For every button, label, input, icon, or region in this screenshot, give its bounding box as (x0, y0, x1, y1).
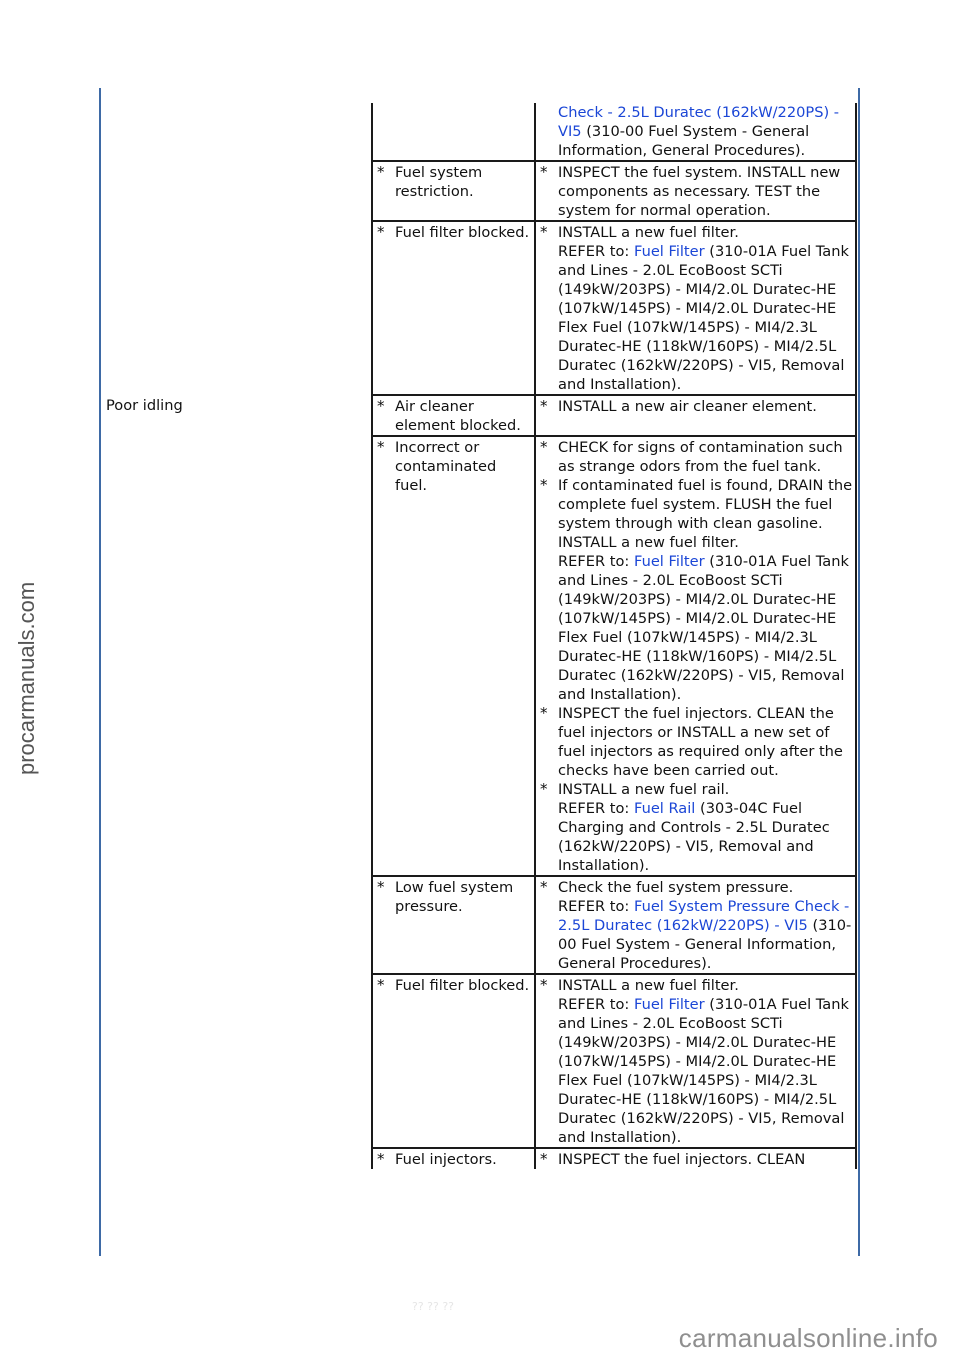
page-frame-left-line (99, 88, 101, 1256)
bullet-star-icon (540, 103, 558, 160)
side-watermark: procarmanuals.com (14, 581, 39, 775)
refer-prefix: REFER to: (558, 553, 630, 570)
symptom-chart-table (104, 103, 857, 1169)
action-text: INSTALL a new fuel filter. (558, 224, 739, 241)
source-cell (372, 876, 535, 974)
action-body (558, 780, 855, 875)
action-line (558, 438, 855, 476)
action-item (540, 1150, 855, 1169)
refer-text: (310-01A Fuel Tank and Lines - 2.0L EcoBoost SCTi (149kW/203PS) - MI4/2.0L Duratec-HE (107kW/145PS) - MI4/2.0L Duratec-HE Flex Fuel (107kW/145PS) - MI4/2.3L Duratec-HE (118kW/160PS) - MI4/2.5L Duratec (162kW/220PS) - VI5, Removal and Installation). (558, 996, 849, 1146)
refer-text: (303-04C Fuel Charging and Controls - 2.5L Duratec (162kW/220PS) - VI5, Removal and Installation). (558, 800, 830, 874)
action-body (558, 976, 855, 1147)
action-cell (535, 103, 856, 161)
source-text: Incorrect or contaminated fuel. (395, 439, 497, 494)
table-row (104, 161, 856, 221)
action-line (558, 103, 855, 160)
refer-line (558, 552, 855, 704)
action-cell (535, 436, 856, 876)
action-body (558, 878, 855, 973)
source-item (377, 163, 530, 201)
refer-line (558, 799, 855, 875)
bullet-star-icon: * (540, 223, 548, 241)
source-cell (372, 395, 535, 436)
source-text: Fuel filter blocked. (395, 977, 530, 994)
bullet-star-icon: * (377, 438, 385, 456)
table-row (104, 974, 856, 1148)
condition-cell (104, 876, 372, 974)
action-text: If contaminated fuel is found, DRAIN the complete fuel system. FLUSH the fuel system through with clean gasoline. INSTALL a new fuel filter. (558, 477, 853, 551)
table-row (104, 436, 856, 876)
source-cell (372, 103, 535, 161)
action-item (540, 223, 855, 394)
action-body (558, 1150, 855, 1169)
refer-line (558, 995, 855, 1147)
action-item (540, 103, 855, 160)
action-body (558, 438, 855, 476)
action-body (558, 704, 855, 780)
bullet-star-icon: * (540, 704, 548, 722)
bullet-star-icon: * (540, 1150, 548, 1168)
symptom-chart-body (104, 103, 856, 1169)
refer-prefix: REFER to: (558, 898, 630, 915)
condition-cell (104, 221, 372, 395)
refer-prefix: REFER to: (558, 996, 630, 1013)
bullet-star-icon: * (377, 397, 385, 415)
action-line (558, 163, 855, 220)
action-cell (535, 974, 856, 1148)
source-text: Low fuel system pressure. (395, 879, 514, 915)
action-item (540, 476, 855, 704)
condition-cell (104, 1148, 372, 1169)
bullet-star-icon: * (377, 223, 385, 241)
source-item (377, 397, 530, 435)
procedure-link[interactable]: Fuel Filter (633, 553, 705, 570)
action-text: INSPECT the fuel injectors. CLEAN (558, 1151, 806, 1168)
refer-line (558, 242, 855, 394)
bullet-star-icon: * (377, 878, 385, 896)
action-item (540, 438, 855, 476)
bullet-star-icon: * (540, 976, 548, 994)
bullet-star-icon: * (540, 438, 548, 456)
action-item (540, 780, 855, 875)
refer-text: (310-00 Fuel System - General Information, General Procedures). (558, 917, 852, 972)
source-text: Fuel filter blocked. (395, 224, 530, 241)
refer-prefix: REFER to: (558, 243, 630, 260)
source-item (377, 438, 530, 495)
bullet-star-icon: * (377, 976, 385, 994)
bullet-star-icon: * (377, 163, 385, 181)
action-line (558, 704, 855, 780)
bullet-star-icon: * (540, 397, 548, 415)
action-cell (535, 1148, 856, 1169)
source-cell (372, 221, 535, 395)
action-cell (535, 161, 856, 221)
refer-line (558, 897, 855, 973)
action-text: INSTALL a new fuel rail. (558, 781, 730, 798)
action-text: INSPECT the fuel injectors. CLEAN the fuel injectors or INSTALL a new set of fuel injectors as required only after the checks have been carried out. (558, 705, 843, 779)
action-text: (310-00 Fuel System - General Information, General Procedures). (558, 123, 810, 159)
action-item (540, 163, 855, 220)
action-text: INSPECT the fuel system. INSTALL new components as necessary. TEST the system for normal operation. (558, 164, 841, 219)
action-line (558, 223, 855, 242)
condition-cell (104, 161, 372, 221)
action-text: INSTALL a new fuel filter. (558, 977, 739, 994)
source-item (377, 878, 530, 916)
procedure-link[interactable]: Check - 2.5L Duratec (162kW/220PS) - VI5 (558, 104, 840, 140)
action-item (540, 704, 855, 780)
action-body (558, 397, 855, 416)
source-cell (372, 974, 535, 1148)
action-body (558, 476, 855, 704)
table-row (104, 876, 856, 974)
condition-cell (104, 974, 372, 1148)
action-line (558, 476, 855, 552)
action-item (540, 397, 855, 416)
source-cell (372, 161, 535, 221)
action-line (558, 1150, 855, 1169)
action-body (558, 163, 855, 220)
bullet-star-icon: * (540, 163, 548, 181)
action-cell (535, 395, 856, 436)
table-row (104, 221, 856, 395)
source-item (377, 223, 530, 242)
source-item (377, 976, 530, 995)
action-text: INSTALL a new air cleaner element. (558, 398, 817, 415)
refer-prefix: REFER to: (558, 800, 630, 817)
source-item (377, 1150, 530, 1169)
bottom-watermark: carmanualsonline.info (678, 1323, 938, 1353)
source-text: Fuel system restriction. (395, 164, 483, 200)
source-text: Air cleaner element blocked. (395, 398, 521, 434)
action-item (540, 976, 855, 1147)
action-line (558, 397, 855, 416)
action-cell (535, 876, 856, 974)
action-line (558, 976, 855, 995)
procedure-link[interactable]: Fuel Filter (633, 243, 705, 260)
action-line (558, 780, 855, 799)
action-cell (535, 221, 856, 395)
bullet-star-icon: * (540, 476, 548, 494)
table-row (104, 395, 856, 436)
condition-cell (104, 436, 372, 876)
bullet-star-icon: * (377, 1150, 385, 1168)
table-row (104, 103, 856, 161)
source-cell (372, 1148, 535, 1169)
action-body (558, 223, 855, 394)
action-item (540, 878, 855, 973)
table-row (104, 1148, 856, 1169)
page-number: ?? ?? ?? (412, 1300, 455, 1313)
refer-text: (310-01A Fuel Tank and Lines - 2.0L EcoBoost SCTi (149kW/203PS) - MI4/2.0L Duratec-HE (107kW/145PS) - MI4/2.0L Duratec-HE Flex Fuel (107kW/145PS) - MI4/2.3L Duratec-HE (118kW/160PS) - MI4/2.5L Duratec (162kW/220PS) - VI5, Removal and Installation). (558, 243, 849, 393)
bullet-star-icon: * (540, 780, 548, 798)
source-cell (372, 436, 535, 876)
procedure-link[interactable]: Fuel System Pressure Check - 2.5L Duratec (162kW/220PS) - VI5 (558, 898, 850, 934)
source-text: Fuel injectors. (395, 1151, 497, 1168)
refer-text: (310-01A Fuel Tank and Lines - 2.0L EcoBoost SCTi (149kW/203PS) - MI4/2.0L Duratec-HE (107kW/145PS) - MI4/2.0L Duratec-HE Flex Fuel (107kW/145PS) - MI4/2.3L Duratec-HE (118kW/160PS) - MI4/2.5L Duratec (162kW/220PS) - VI5, Removal and Installation). (558, 553, 849, 703)
action-text: CHECK for signs of contamination such as strange odors from the fuel tank. (558, 439, 843, 475)
bullet-star-icon: * (540, 878, 548, 896)
action-body (558, 103, 855, 160)
page-frame-right-line (858, 88, 860, 1256)
condition-cell (104, 103, 372, 161)
action-line (558, 878, 855, 897)
procedure-link[interactable]: Fuel Filter (633, 996, 705, 1013)
condition-cell: Poor idling (106, 397, 183, 414)
action-text: Check the fuel system pressure. (558, 879, 794, 896)
procedure-link[interactable]: Fuel Rail (633, 800, 696, 817)
